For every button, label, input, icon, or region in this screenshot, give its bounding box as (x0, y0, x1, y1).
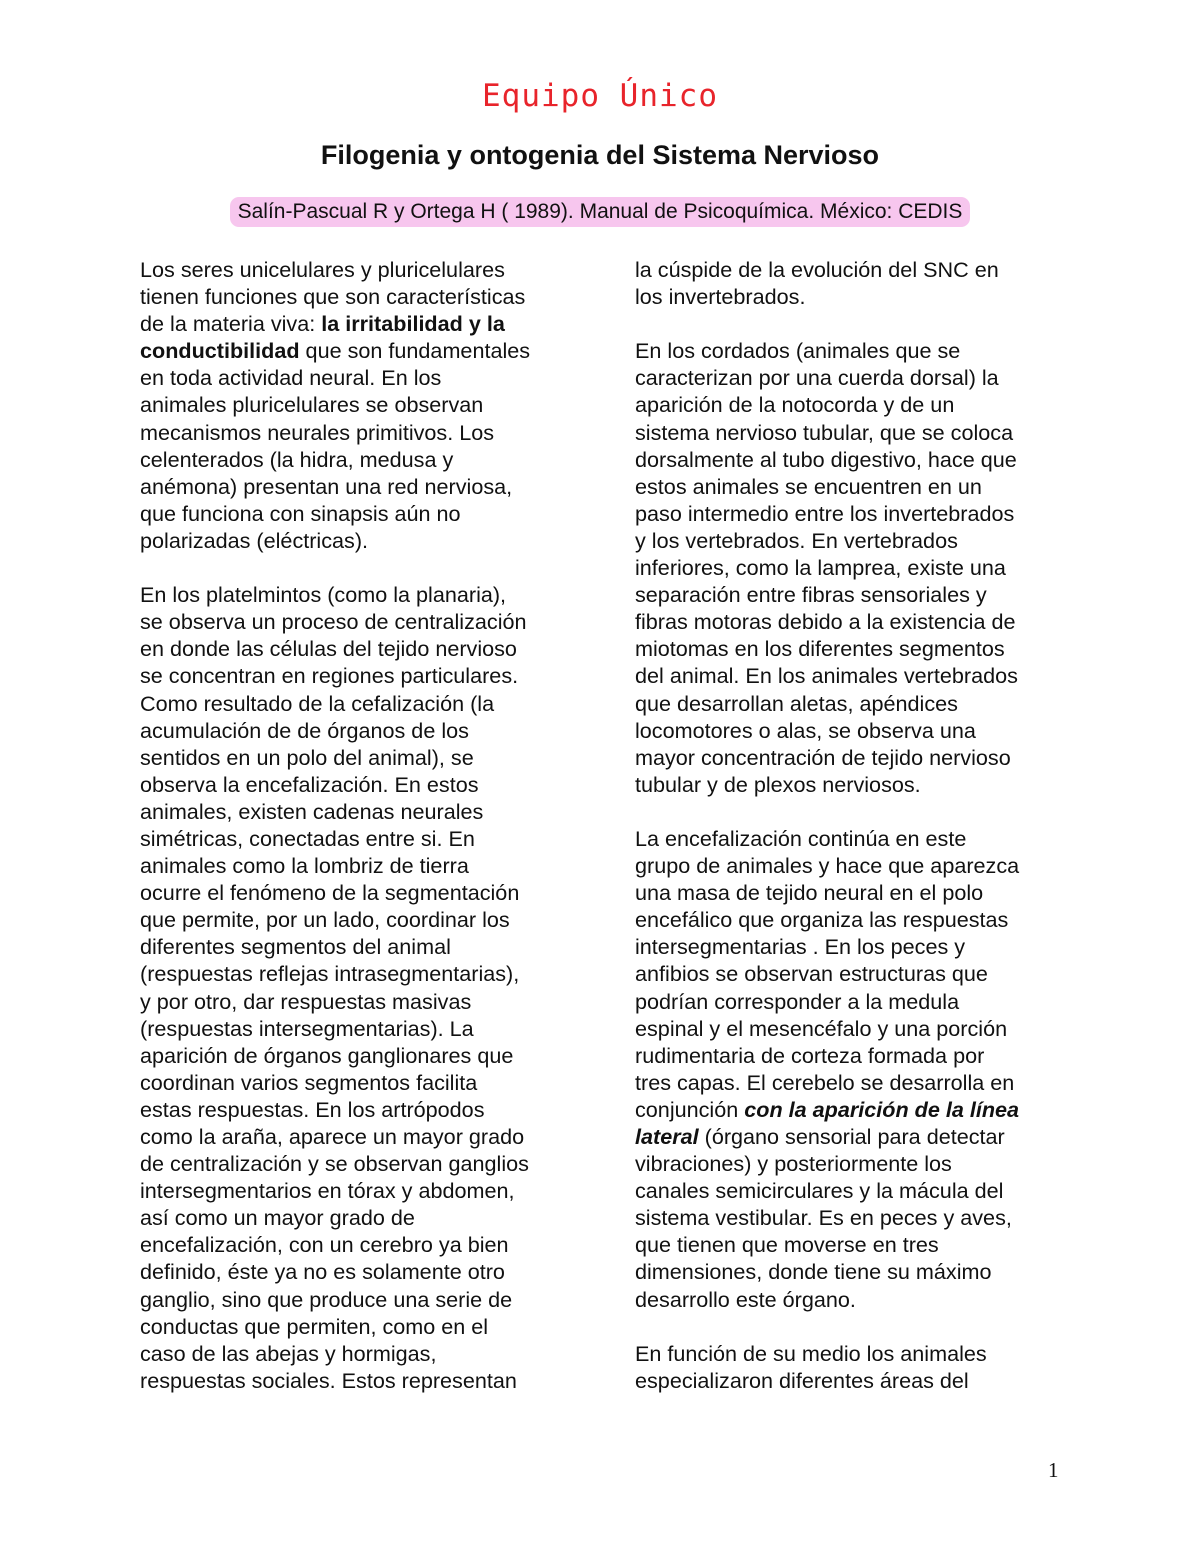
text-line: una masa de tejido neural en el polo (635, 880, 984, 906)
text-line: sentidos en un polo del animal), se (140, 744, 474, 770)
text-line: los invertebrados. (635, 284, 806, 310)
text-line: espinal y el mesencéfalo y una porción (635, 1015, 1008, 1041)
text-line: animales, existen cadenas neurales (140, 798, 484, 824)
text-line: definido, éste ya no es solamente otro (140, 1259, 505, 1285)
text-line: se observa un proceso de centralización (140, 609, 527, 635)
text-line: miotomas en los diferentes segmentos (635, 636, 1005, 662)
text-line: dimensiones, donde tiene su máximo (635, 1259, 992, 1285)
text-line: La encefalización continúa en este (635, 825, 967, 851)
text-line (140, 310, 580, 337)
paragraph-cordados (635, 337, 1075, 798)
text-segment: (órgano sensorial para detectar (698, 1124, 1005, 1149)
text-line: locomotores o alas, se observa una (635, 717, 976, 743)
text-line: canales semicirculares y la mácula del (635, 1178, 1004, 1204)
paragraph-unicellular (140, 256, 580, 554)
text-line: y por otro, dar respuestas masivas (140, 988, 472, 1014)
paragraph-encefalizacion (635, 825, 1075, 1313)
text-line: acumulación de de órganos de los (140, 717, 469, 743)
text-line: tienen funciones que son características (140, 284, 526, 310)
paragraph-platelmintos (140, 581, 580, 1394)
text-line: rudimentaria de corteza formada por (635, 1042, 985, 1068)
paragraph-invertebrates (635, 256, 1075, 310)
text-line: dorsalmente al tubo digestivo, hace que (635, 446, 1017, 472)
text-line: caracterizan por una cuerda dorsal) la (635, 365, 999, 391)
document-title: Filogenia y ontogenia del Sistema Nervioso (320, 140, 880, 170)
bold-term: conductibilidad (140, 338, 300, 364)
text-segment: que son fundamentales (299, 338, 531, 364)
text-line: fibras motoras debido a la existencia de (635, 609, 1016, 635)
text-line: conductas que permiten, como en el (140, 1313, 489, 1339)
text-line: coordinan varios segmentos facilita (140, 1069, 478, 1095)
text-line: encefalización, con un cerebro ya bien (140, 1232, 509, 1258)
text-line: animales como la lombriz de tierra (140, 853, 469, 879)
text-line: Como resultado de la cefalización (la (140, 690, 495, 716)
text-line: encefálico que organiza las respuestas (635, 907, 1009, 933)
text-line: paso intermedio entre los invertebrados (635, 500, 1015, 526)
text-line: que tienen que moverse en tres (635, 1232, 939, 1258)
bold-italic-term: lateral (635, 1124, 699, 1149)
text-line: estos animales se encuentren en un (635, 473, 982, 499)
text-line: de centralización y se observan ganglios (140, 1151, 529, 1177)
text-line: sistema vestibular. Es en peces y aves, (635, 1205, 1012, 1231)
text-line: desarrollo este órgano. (635, 1286, 856, 1312)
text-line: ganglio, sino que produce una serie de (140, 1286, 513, 1312)
text-line: (respuestas reflejas intrasegmentarias), (140, 961, 520, 987)
text-line: y los vertebrados. En vertebrados (635, 527, 958, 553)
text-line: aparición de órganos ganglionares que (140, 1042, 514, 1068)
text-line: tres capas. El cerebelo se desarrolla en (635, 1069, 1015, 1095)
text-line: que desarrollan aletas, apéndices (635, 690, 958, 716)
text-line: separación entre fibras sensoriales y (635, 582, 987, 608)
text-line: así como un mayor grado de (140, 1205, 415, 1231)
text-line: anfibios se observan estructuras que (635, 961, 988, 987)
text-line: grupo de animales y hace que aparezca (635, 853, 1020, 879)
team-name: Equipo Único (482, 78, 718, 114)
text-line: intersegmentarias . En los peces y (635, 934, 966, 960)
text-line: En función de su medio los animales (635, 1340, 987, 1366)
text-line: estas respuestas. En los artrópodos (140, 1096, 485, 1122)
text-line: simétricas, conectadas entre si. En (140, 825, 475, 851)
text-line: como la araña, aparece un mayor grado (140, 1124, 525, 1149)
text-line: intersegmentarios en tórax y abdomen, (140, 1178, 515, 1204)
text-line: ocurre el fenómeno de la segmentación (140, 880, 520, 906)
bold-term: la irritabilidad y la (321, 311, 505, 337)
text-line: la cúspide de la evolución del SNC en (635, 257, 999, 282)
paragraph-medio (635, 1340, 1075, 1394)
text-line: que permite, por un lado, coordinar los (140, 907, 510, 933)
text-line: mecanismos neurales primitivos. Los (140, 419, 495, 445)
text-line: aparición de la notocorda y de un (635, 392, 955, 418)
text-line: Los seres unicelulares y pluricelulares (140, 257, 505, 282)
text-line: caso de las abejas y hormigas, (140, 1340, 437, 1366)
text-segment: de la materia viva: (140, 311, 322, 337)
text-line: anémona) presentan una red nerviosa, (140, 473, 513, 499)
bold-italic-term: con la aparición de la línea (744, 1096, 1020, 1122)
text-line: en toda actividad neural. En los (140, 365, 442, 391)
right-column (635, 256, 1075, 1421)
text-line: sistema nervioso tubular, que se coloca (635, 419, 1014, 445)
text-line: tubular y de plexos nerviosos. (635, 771, 921, 797)
text-segment: conjunción (635, 1096, 745, 1122)
text-line: en donde las células del tejido nervioso (140, 636, 517, 662)
text-line (140, 337, 580, 364)
page-number: 1 (1048, 1458, 1059, 1482)
text-line: (respuestas intersegmentarias). La (140, 1015, 474, 1041)
text-line: En los cordados (animales que se (635, 338, 961, 364)
text-line: animales pluricelulares se observan (140, 392, 484, 418)
text-line: celenterados (la hidra, medusa y (140, 446, 454, 472)
text-line: podrían corresponder a la medula (635, 988, 960, 1014)
text-line: respuestas sociales. Estos representan (140, 1367, 517, 1393)
text-line: diferentes segmentos del animal (140, 934, 451, 960)
text-line: mayor concentración de tejido nervioso (635, 744, 1011, 770)
text-line: En los platelmintos (como la planaria), (140, 582, 507, 608)
text-line: inferiores, como la lamprea, existe una (635, 555, 1006, 581)
reference-container (0, 197, 1200, 227)
text-line: observa la encefalización. En estos (140, 771, 479, 797)
text-line: vibraciones) y posteriormente los (635, 1151, 952, 1177)
text-line: del animal. En los animales vertebrados (635, 663, 1018, 689)
text-line (635, 1096, 1075, 1123)
text-line: se concentran en regiones particulares. (140, 663, 519, 689)
text-line (635, 1123, 1075, 1150)
text-line: polarizadas (eléctricas). (140, 527, 369, 553)
left-column (140, 256, 580, 1421)
text-line: especializaron diferentes áreas del (635, 1367, 969, 1393)
text-line: que funciona con sinapsis aún no (140, 500, 461, 526)
citation-highlight: Salín-Pascual R y Ortega H ( 1989). Manual de Psicoquímica. México: CEDIS (230, 197, 971, 227)
